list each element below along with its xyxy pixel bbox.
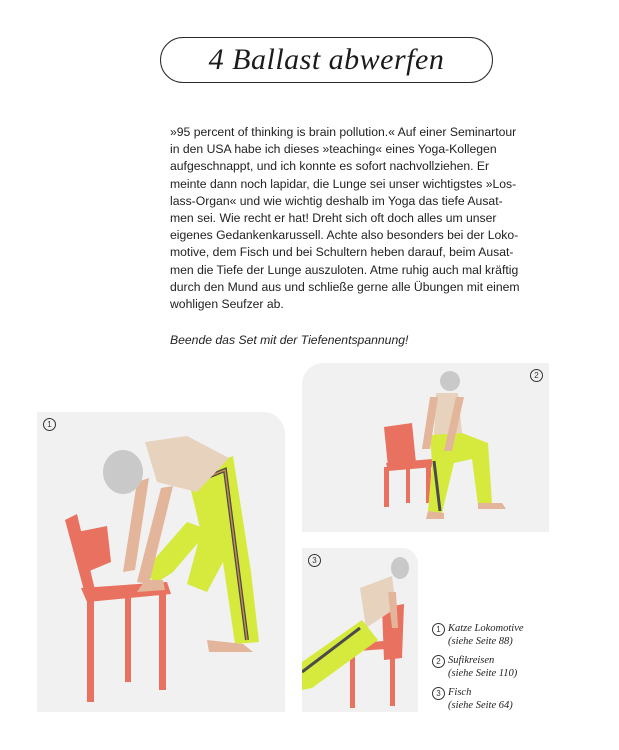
body-line: lass-Organ« und wie wichtig deshalb im Yoga das tiefe Ausat- bbox=[170, 193, 503, 208]
body-line: men sei. Wie recht er hat! Dreht sich oft doch alles um unser bbox=[170, 211, 497, 226]
photo-number-badge: 2 bbox=[530, 369, 543, 382]
pose-illustration-1 bbox=[37, 412, 285, 712]
caption-page-ref: (siehe Seite 110) bbox=[448, 668, 518, 679]
caption-item bbox=[432, 654, 612, 680]
chapter-title-frame bbox=[160, 37, 493, 83]
pose-illustration-2 bbox=[302, 363, 549, 532]
body-line: in den USA habe ich dieses »teaching« eines Yoga-Kollegen bbox=[170, 142, 497, 157]
caption-page-ref: (siehe Seite 64) bbox=[448, 700, 513, 711]
caption-item bbox=[432, 622, 612, 648]
caption-title: Fisch bbox=[448, 687, 472, 698]
photo-sufikreisen bbox=[302, 363, 549, 532]
caption-number-badge: 3 bbox=[432, 687, 445, 700]
caption-item bbox=[432, 686, 612, 712]
caption-number-badge: 1 bbox=[432, 623, 445, 636]
caption-title: Sufikreisen bbox=[448, 655, 495, 666]
body-line: durch den Mund aus und schließe gerne alle Übungen mit einem bbox=[170, 279, 520, 294]
chapter-title: 4 Ballast abwerfen bbox=[208, 43, 445, 76]
body-line: meinte dann noch lapidar, die Lunge sei unser wichtigstes »Los- bbox=[170, 176, 517, 191]
body-line: wohligen Seufzer ab. bbox=[170, 297, 284, 312]
body-line: »95 percent of thinking is brain pollution.« Auf einer Seminartour bbox=[170, 125, 517, 139]
body-line: men die Tiefe der Lunge auszuloten. Atme ruhig auch mal kräftig bbox=[170, 262, 519, 277]
body-line: motive, dem Fisch und bei Schultern heben darauf, beim Ausat- bbox=[170, 245, 514, 260]
pose-illustration-3 bbox=[302, 548, 418, 712]
caption-page-ref: (siehe Seite 88) bbox=[448, 636, 513, 647]
photo-fisch bbox=[302, 548, 418, 712]
body-paragraph bbox=[170, 124, 550, 313]
body-line: eigenes Gedankenkarussell. Achte also besonders bei der Loko- bbox=[170, 228, 519, 243]
caption-number-badge: 2 bbox=[432, 655, 445, 668]
closing-instruction: Beende das Set mit der Tiefenentspannung! bbox=[170, 333, 409, 347]
body-line: aufgeschnappt, und ich konnte es sofort nachvollziehen. Er bbox=[170, 159, 490, 174]
photo-number-badge: 1 bbox=[43, 418, 56, 431]
photo-captions bbox=[432, 622, 612, 718]
photo-katze-lokomotive bbox=[37, 412, 285, 712]
caption-title: Katze Lokomotive bbox=[448, 623, 524, 634]
photo-number-badge: 3 bbox=[308, 554, 321, 567]
